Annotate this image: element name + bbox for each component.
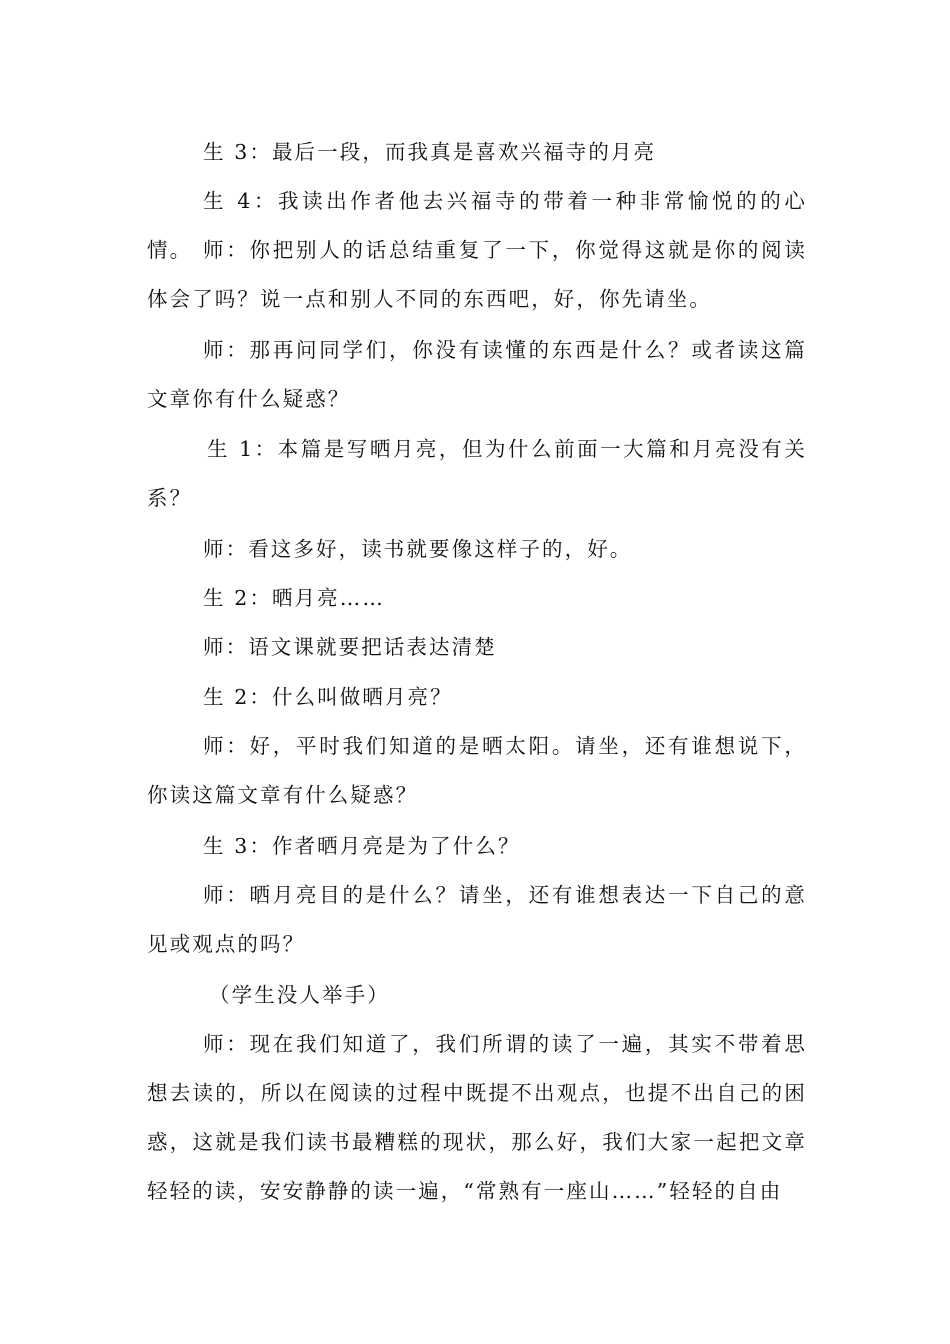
paragraph-teacher-question: 师：那再问同学们，你没有读懂的东西是什么？或者读这篇文章你有什么疑惑？ [147,338,807,411]
paragraph-student-3-last-section: 生 3：最后一段，而我真是喜欢兴福寺的月亮 [203,140,657,164]
paragraph-student-3-purpose: 生 3：作者晒月亮是为了什么？ [203,834,521,858]
paragraph-teacher-summary: 师：你把别人的话总结重复了一下，你觉得这就是你的阅读体会了吗？说一点和别人不同的东西吧，好，你先请坐。 [147,238,807,311]
paragraph-student-2-start: 生 2：晒月亮…… [203,586,385,610]
paragraph-student-1-question: 生 1：本篇是写晒月亮，但为什么前面一大篇和月亮没有关系？ [147,437,807,510]
stage-direction-no-hands: （学生没人举手） [209,983,390,1007]
paragraph-teacher-purpose: 师：晒月亮目的是什么？请坐，还有谁想表达一下自己的意见或观点的吗？ [147,883,807,956]
paragraph-teacher-clarity: 师：语文课就要把话表达清楚 [203,635,497,659]
paragraph-student-4-mood: 生 4：我读出作者他去兴福寺的带着一种非常愉悦的的心情。 [147,189,807,262]
paragraph-teacher-reading-instruction: 师：现在我们知道了，我们所谓的读了一遍，其实不带着思想去读的，所以在阅读的过程中既提不出观点，也提不出自己的困惑，这就是我们读书最糟糕的现状，那么好，我们大家一起把文章轻轻的读，安安静静的读一遍，“常熟有一座山……”轻轻的自由 [147,1032,807,1203]
paragraph-teacher-praise: 师：看这多好，读书就要像这样子的，好。 [203,537,633,561]
paragraph-teacher-sun: 师：好，平时我们知道的是晒太阳。请坐，还有谁想说下，你读这篇文章有什么疑惑？ [147,734,807,807]
paragraph-student-2-question: 生 2：什么叫做晒月亮？ [203,685,453,709]
